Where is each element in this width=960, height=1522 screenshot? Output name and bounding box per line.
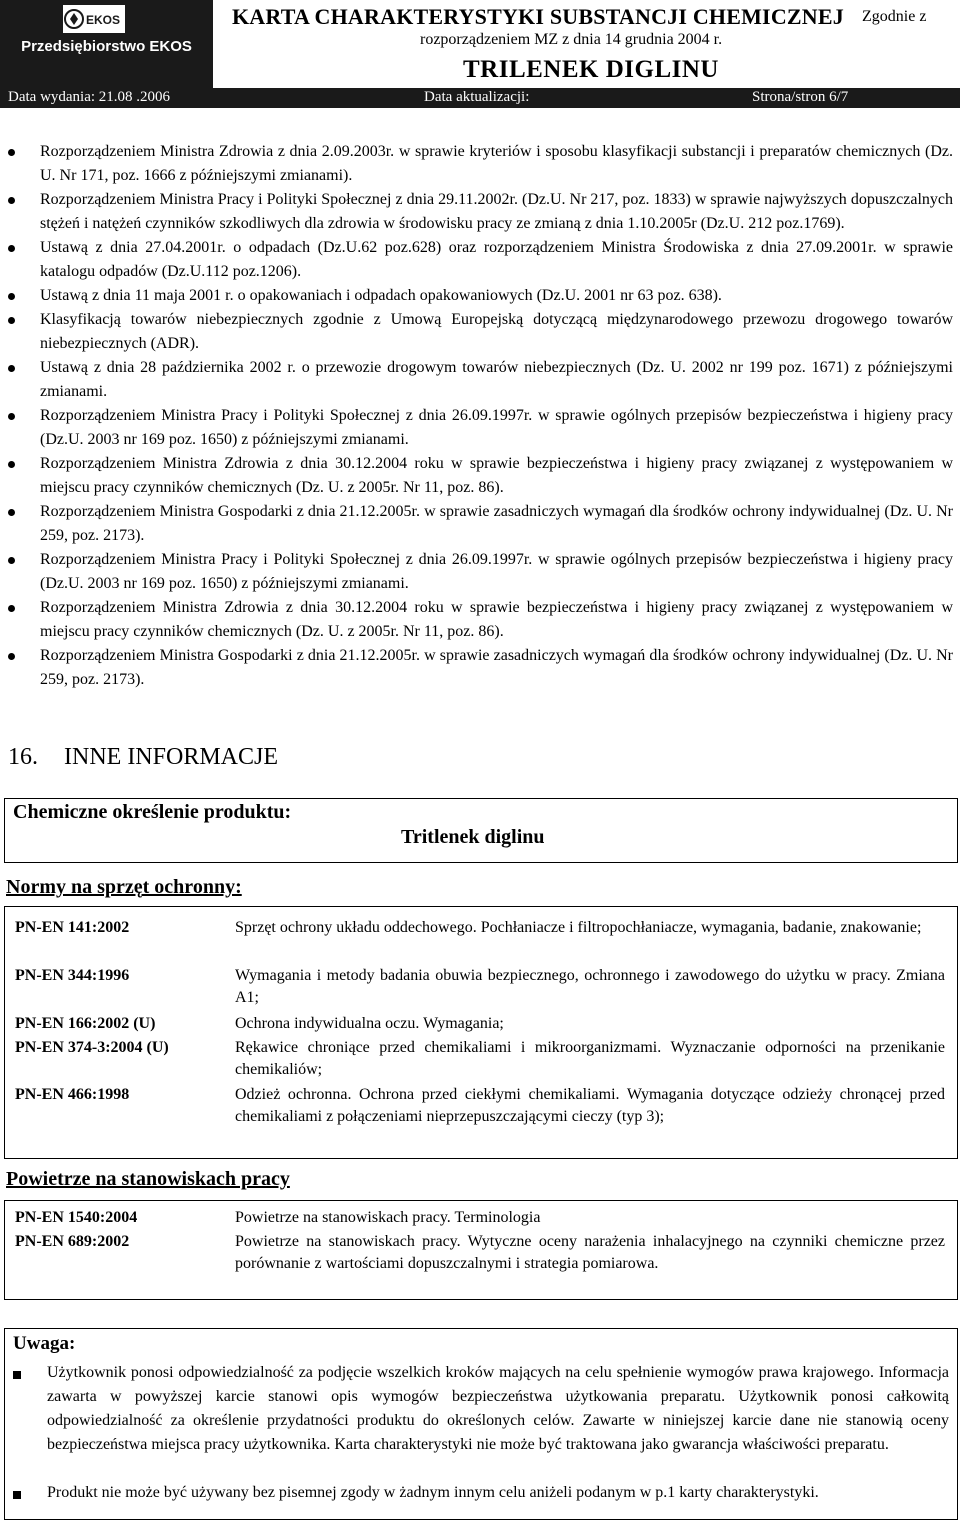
note-item: Produkt nie może być używany bez pisemnej zgody w żadnym innym celu aniżeli podanym w p.1 karty charakterystyki. — [47, 1484, 819, 1501]
list-item — [0, 548, 960, 596]
list-item — [0, 188, 960, 236]
regulations-list — [0, 140, 960, 692]
square-bullet-icon — [13, 1491, 21, 1499]
section-title: INNE INFORMACJE — [64, 744, 279, 770]
list-item — [0, 356, 960, 404]
norm-code: PN-EN 344:1996 — [15, 967, 130, 984]
page-number: Strona/stron 6/7 — [752, 89, 849, 105]
chemical-value: Tritlenek diglinu — [401, 826, 545, 848]
regulation-text: Rozporządzeniem Ministra Pracy i Polityki Społecznej z dnia 29.11.2002r. (Dz.U. Nr 217, poz. 1833) w sprawie najwyższych dopuszczalnych stężeń i natężeń czynników szkodliwych dla zdrowia w środowisku pracy ze zmianą z dnia 1.10.2005r (Dz.U. 212 poz.1769). — [40, 191, 953, 232]
square-bullet-icon — [13, 1371, 21, 1379]
bullet-icon — [8, 365, 15, 372]
chemical-label: Chemiczne określenie produktu: — [13, 801, 292, 823]
note-title: Uwaga: — [13, 1333, 76, 1354]
header-info-bar — [0, 88, 960, 108]
section-heading — [8, 744, 278, 771]
list-item — [0, 452, 960, 500]
list-item — [0, 644, 960, 692]
regulation-text: Rozporządzeniem Ministra Pracy i Polityki Społecznej z dnia 26.09.1997r. w sprawie ogólnych przepisów bezpieczeństwa i higieny pracy (Dz.U. 2003 nr 169 poz. 1650) z późniejszymi zmianami. — [40, 551, 953, 592]
bullet-icon — [8, 293, 15, 300]
norm-code: PN-EN 689:2002 — [15, 1233, 130, 1250]
bullet-icon — [8, 653, 15, 660]
norms-title: Normy na sprzęt ochronny: — [6, 876, 242, 898]
norm-description: Ochrona indywidualna oczu. Wymagania; — [235, 1015, 504, 1032]
regulation-text: Rozporządzeniem Ministra Gospodarki z dnia 21.12.2005r. w sprawie zasadniczych wymagań dla środków ochrony indywidualnej (Dz. U. Nr 259, poz. 2173). — [40, 503, 953, 544]
bullet-icon — [8, 317, 15, 324]
regulation-text: Ustawą z dnia 28 października 2002 r. o przewozie drogowym towarów niebezpiecznych (Dz. U. 2002 nr 199 poz. 1671) z późniejszymi zmianami. — [40, 359, 953, 400]
logo-text: EKOS — [86, 13, 121, 27]
section-number: 16. — [8, 744, 38, 770]
norm-code: PN-EN 1540:2004 — [15, 1209, 138, 1226]
regulation-text: Rozporządzeniem Ministra Zdrowia z dnia 30.12.2004 roku w sprawie bezpieczeństwa i higieny pracy związanej z występowaniem w miejscu pracy czynników chemicznych (Dz. U. z 2005r. Nr 11, poz. 86). — [40, 455, 953, 496]
norm-description: Powietrze na stanowiskach pracy. Terminologia — [235, 1209, 541, 1226]
ekos-logo — [62, 4, 126, 34]
issue-date: Data wydania: 21.08 .2006 — [8, 89, 171, 105]
norm-description: Rękawice chroniące przed chemikaliami i mikroorganizmami. Wyznaczanie odporności na przenikanie chemikaliów; — [235, 1039, 945, 1078]
list-item — [0, 404, 960, 452]
norm-description: Odzież ochronna. Ochrona przed ciekłymi chemikaliami. Wymagania dotyczące odzieży chronącej przed chemikaliami z połączeniami nieprzepuszczającymi cieczy (typ 3); — [235, 1086, 945, 1125]
bullet-icon — [8, 149, 15, 156]
conformity-label: Zgodnie z — [862, 8, 927, 25]
company-block — [0, 0, 213, 88]
norm-code: PN-EN 141:2002 — [15, 919, 130, 936]
regulation-text: Ustawą z dnia 11 maja 2001 r. o opakowaniach i odpadach opakowaniowych (Dz.U. 2001 nr 63 poz. 638). — [40, 287, 722, 304]
norm-description: Powietrze na stanowiskach pracy. Wytyczne oceny narażenia inhalacyjnego na czynniki chemiczne przez porównanie z wartościami dopuszczalnymi i strategia pomiarowa. — [235, 1233, 945, 1272]
title-block — [222, 0, 960, 88]
note-item: Użytkownik ponosi odpowiedzialność za podjęcie wszelkich kroków mających na celu spełnienie wymogów prawa krajowego. Informacja zawarta w powyższej karcie stanowi opis wymogów bezpieczeństwa użytkowania preparatu. Użytkownik ponosi całkowitą odpowiedzialność za określenie przydatności produktu do określonych celów. Zawarte w niniejszej karcie dane nie stanowią oceny bezpieczeństwa miejsca pracy użytkownika. Karta charakterystyki nie może być traktowana jako gwarancja właściwości preparatu. — [47, 1364, 949, 1453]
air-title: Powietrze na stanowiskach pracy — [6, 1168, 290, 1190]
bullet-icon — [8, 605, 15, 612]
company-name: Przedsiębiorstwo EKOS — [21, 38, 192, 55]
list-item — [0, 596, 960, 644]
regulation-text: Rozporządzeniem Ministra Zdrowia z dnia 30.12.2004 roku w sprawie bezpieczeństwa i higieny pracy związanej z występowaniem w miejscu pracy czynników chemicznych (Dz. U. z 2005r. Nr 11, poz. 86). — [40, 599, 953, 640]
norm-code: PN-EN 166:2002 (U) — [15, 1015, 156, 1032]
regulation-text: Klasyfikacją towarów niebezpiecznych zgodnie z Umową Europejską dotyczącą międzynarodowego przewozu drogowego towarów niebezpiecznych (ADR). — [40, 311, 953, 352]
bullet-icon — [8, 413, 15, 420]
note-box — [4, 1328, 958, 1520]
regulation-text: Rozporządzeniem Ministra Pracy i Polityki Społecznej z dnia 26.09.1997r. w sprawie ogólnych przepisów bezpieczeństwa i higieny pracy (Dz.U. 2003 nr 169 poz. 1650) z późniejszymi zmianami. — [40, 407, 953, 448]
norm-code: PN-EN 374-3:2004 (U) — [15, 1039, 169, 1056]
regulation-text: Ustawą z dnia 27.04.2001r. o odpadach (Dz.U.62 poz.628) oraz rozporządzeniem Ministra Środowiska z dnia 27.09.2001r. w sprawie katalogu odpadów (Dz.U.112 poz.1206). — [40, 239, 953, 280]
norm-code: PN-EN 466:1998 — [15, 1086, 130, 1103]
air-norms-table — [4, 1200, 958, 1300]
document-header — [0, 0, 960, 108]
list-item — [0, 140, 960, 188]
bullet-icon — [8, 461, 15, 468]
list-item — [0, 284, 960, 308]
product-name: TRILENEK DIGLINU — [463, 56, 719, 83]
list-item — [0, 236, 960, 284]
bullet-icon — [8, 197, 15, 204]
norms-table — [4, 906, 958, 1159]
document-title: KARTA CHARAKTERYSTYKI SUBSTANCJI CHEMICZNEJ — [232, 4, 844, 29]
regulation-text: Rozporządzeniem Ministra Zdrowia z dnia 2.09.2003r. w sprawie kryteriów i sposobu klasyfikacji substancji i preparatów chemicznych (Dz. U. Nr 171, poz. 1666 z późniejszymi zmianami). — [40, 143, 953, 184]
bullet-icon — [8, 245, 15, 252]
norm-description: Sprzęt ochrony układu oddechowego. Pochłaniacze i filtropochłaniacze, wymagania, badanie, znakowanie; — [235, 919, 922, 936]
list-item — [0, 500, 960, 548]
regulation-text: Rozporządzeniem Ministra Gospodarki z dnia 21.12.2005r. w sprawie zasadniczych wymagań dla środków ochrony indywidualnej (Dz. U. Nr 259, poz. 2173). — [40, 647, 953, 688]
norm-description: Wymagania i metody badania obuwia bezpiecznego, ochronnego i zawodowego do użytku w pracy. Zmiana A1; — [235, 967, 945, 1006]
update-date: Data aktualizacji: — [424, 89, 530, 105]
regulation-reference: rozporządzeniem MZ z dnia 14 grudnia 2004 r. — [420, 31, 723, 48]
bullet-icon — [8, 557, 15, 564]
bullet-icon — [8, 509, 15, 516]
chemical-identification-box — [4, 798, 958, 863]
list-item — [0, 308, 960, 356]
